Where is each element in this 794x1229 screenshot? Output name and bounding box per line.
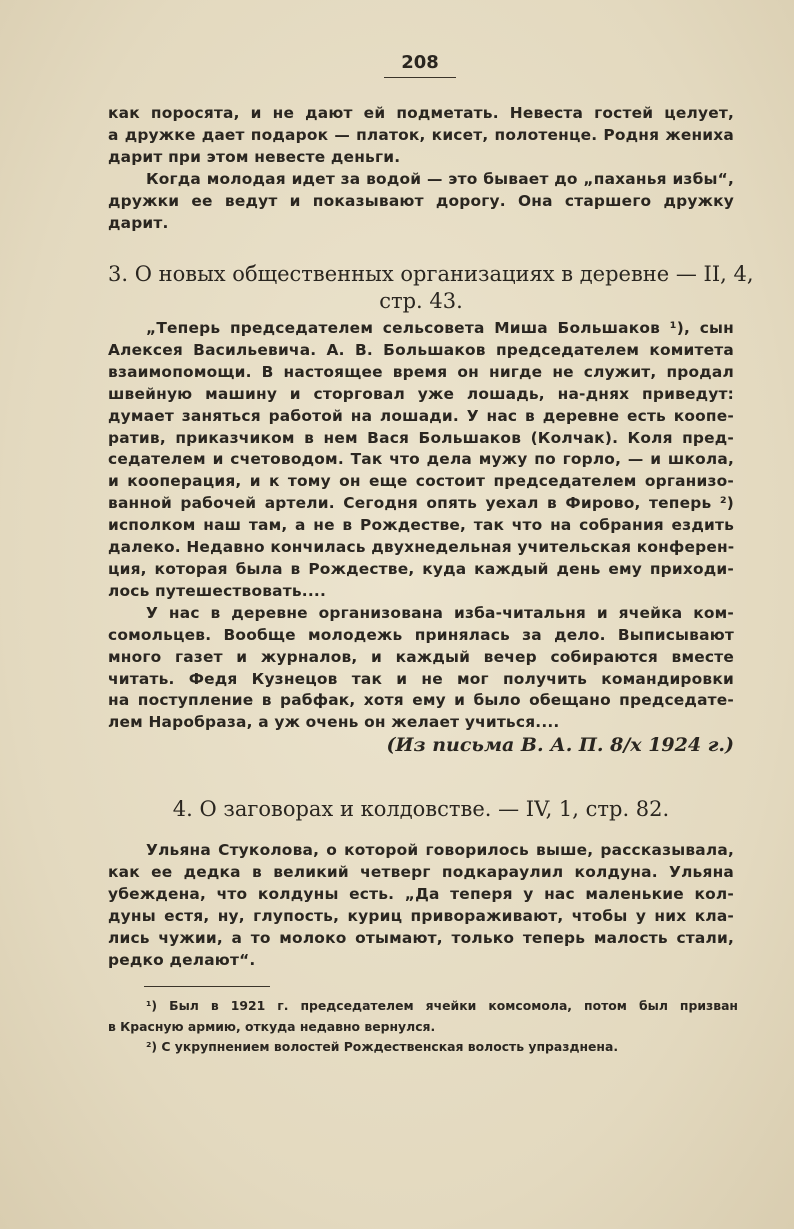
text-line: дуны естя, ну, глупость, куриц привораживают, чтобы у них кла- — [108, 906, 734, 925]
page-number-rule — [384, 77, 456, 78]
footnote-line: в Красную армию, откуда недавно вернулся. — [108, 1018, 436, 1034]
text-line: швейную машину и сторговал уже лошадь, на-днях приведут: — [108, 384, 734, 403]
section-heading-4 — [108, 796, 734, 823]
text-line: Ульяна Стуколова, о которой говорилось выше, рассказывала, — [146, 841, 734, 859]
text-line: читать. Федя Кузнецов так и не мог получить командировки — [108, 669, 734, 688]
text-line: думает заняться работой на лошади. У нас в деревне есть коопе- — [108, 406, 734, 425]
paragraph-witchcraft — [108, 840, 734, 971]
text-line: лись чужии, а то молоко отымают, только теперь малость стали, — [108, 928, 734, 947]
text-line: дарит. — [108, 213, 169, 232]
footnote-line: ²) С укрупнением волостей Рождественская волость упразднена. — [146, 1039, 619, 1054]
text-line: как ее дедка в великий четверг подкараулил колдуна. Ульяна — [108, 862, 734, 881]
text-line: лось путешествовать.... — [108, 581, 326, 600]
footnotes — [108, 996, 738, 1058]
text-line: взаимопомощи. В настоящее время он нигде не служит, продал — [108, 362, 734, 381]
text-line: убеждена, что колдуны есть. „Да теперя у нас маленькие кол- — [108, 884, 734, 903]
text-line: исполком наш там, а не в Рождестве, так что на собрания ездить — [108, 516, 734, 535]
text-line: ванной рабочей артели. Сегодня опять уехал в Фирово, теперь ²) — [108, 494, 734, 513]
text-line: редко делают“. — [108, 950, 256, 969]
page-number: 208 — [401, 52, 439, 73]
paragraph-letter — [108, 318, 734, 734]
text-line: ратив, приказчиком в нем Вася Большаков (Колчак). Коля пред- — [108, 428, 734, 447]
text-line: седателем и счетоводом. Так что дела мужу по горло, — и школа, — [108, 450, 734, 469]
section-heading-line: стр. 43. — [379, 289, 463, 313]
text-line: сомольцев. Вообще молодежь принялась за дело. Выписывают — [108, 625, 734, 644]
text-line: Когда молодая идет за водой — это бывает до „паханья избы“, — [146, 169, 734, 188]
text-line: „Теперь председателем сельсовета Миша Большаков ¹), сын — [146, 319, 734, 337]
text-line: У нас в деревне организована изба-читальня и ячейка ком- — [146, 603, 734, 622]
text-line: и кооперация, и к тому он еще состоит председателем организо- — [108, 472, 734, 491]
text-line: много газет и журналов, и каждый вечер собираются вместе — [108, 647, 734, 666]
section-heading-3 — [108, 261, 754, 315]
footnote-rule — [144, 986, 270, 987]
text-line: лем Наробраза, а уж очень он желает учиться.... — [108, 713, 560, 732]
text-line: Алексея Васильевича. А. В. Большаков председателем комитета — [108, 340, 734, 359]
text-line: далеко. Недавно кончилась двухнедельная учительская конферен- — [108, 538, 735, 557]
section-heading-line: 4. О заговорах и колдовстве. — IV, 1, стр. 82. — [172, 797, 670, 821]
text-line: на поступление в рабфак, хотя ему и было обещано председате- — [108, 691, 734, 710]
paragraph-wedding — [108, 103, 734, 234]
text-line: дарит при этом невесте деньги. — [108, 147, 401, 166]
text-line: ция, которая была в Рождестве, куда каждый день ему приходи- — [108, 559, 734, 578]
section-heading-line: 3. О новых общественных организациях в деревне — II, 4, — [108, 262, 754, 286]
footnote-line: ¹) Был в 1921 г. председателем ячейки комсомола, потом был призван — [146, 998, 738, 1013]
text-line: а дружке дает подарок — платок, кисет, полотенце. Родня жениха — [108, 125, 734, 144]
letter-signature: (Из письма В. А. П. 8/x 1924 г.) — [386, 734, 734, 756]
text-line: дружки ее ведут и показывают дорогу. Она старшего дружку — [108, 191, 734, 210]
text-line: как поросята, и не дают ей подметать. Невеста гостей целует, — [108, 104, 734, 122]
